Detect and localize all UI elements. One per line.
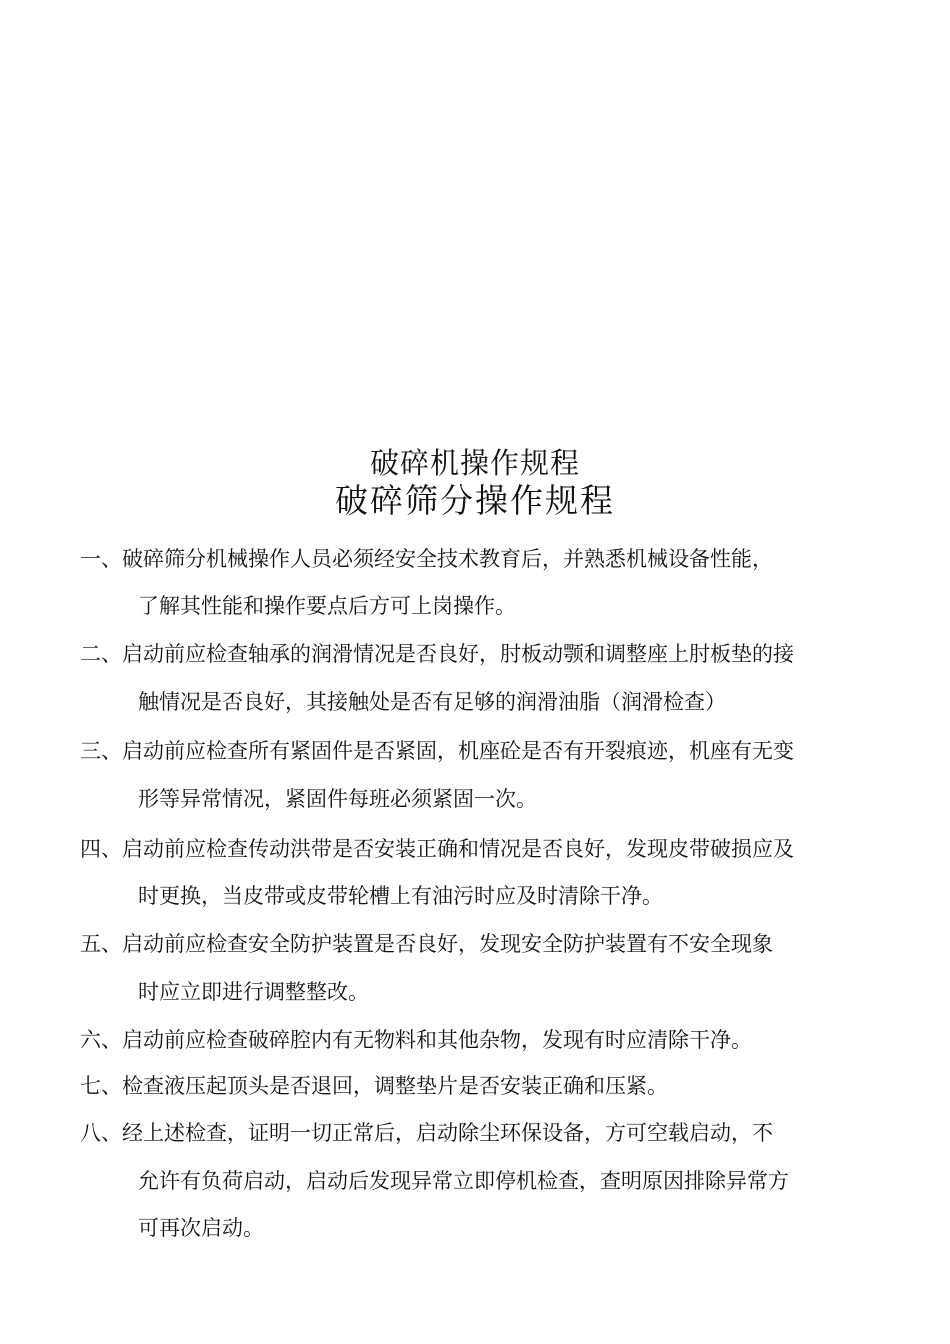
procedure-item-8-line-2: 允许有负荷启动，启动后发现异常立即停机检查，查明原因排除异常方 <box>138 1169 789 1193</box>
procedure-item-1-line-1: 一、破碎筛分机械操作人员必须经安全技术教育后，并熟悉机械设备性能， <box>80 547 773 571</box>
document-subtitle: 破碎筛分操作规程 <box>335 481 615 520</box>
document-title: 破碎机操作规程 <box>369 446 580 480</box>
procedure-item-2-line-2: 触情况是否良好，其接触处是否有足够的润滑油脂（润滑检查） <box>138 690 726 714</box>
procedure-item-8-line-3: 可再次启动。 <box>138 1216 264 1240</box>
procedure-item-5-line-2: 时应立即进行调整整改。 <box>138 980 369 1004</box>
procedure-item-2-line-1: 二、启动前应检查轴承的润滑情况是否良好，肘板动颚和调整座上肘板垫的接 <box>80 642 794 666</box>
procedure-item-1-line-2: 了解其性能和操作要点后方可上岗操作。 <box>138 594 516 618</box>
procedure-item-3-line-1: 三、启动前应检查所有紧固件是否紧固，机座砼是否有开裂痕迹，机座有无变 <box>80 739 794 763</box>
procedure-item-6-line-1: 六、启动前应检查破碎腔内有无物料和其他杂物，发现有时应清除干净。 <box>80 1028 752 1052</box>
procedure-item-4-line-1: 四、启动前应检查传动洪带是否安装正确和情况是否良好，发现皮带破损应及 <box>80 837 794 861</box>
procedure-item-8-line-1: 八、经上述检查，证明一切正常后，启动除尘环保设备，方可空载启动，不 <box>80 1121 773 1145</box>
procedure-item-5-line-1: 五、启动前应检查安全防护装置是否良好，发现安全防护装置有不安全现象 <box>80 932 773 956</box>
procedure-item-4-line-2: 时更换，当皮带或皮带轮槽上有油污时应及时清除干净。 <box>138 884 663 908</box>
procedure-item-3-line-2: 形等异常情况，紧固件每班必须紧固一次。 <box>138 787 537 811</box>
procedure-item-7-line-1: 七、检查液压起顶头是否退回，调整垫片是否安装正确和压紧。 <box>80 1074 668 1098</box>
